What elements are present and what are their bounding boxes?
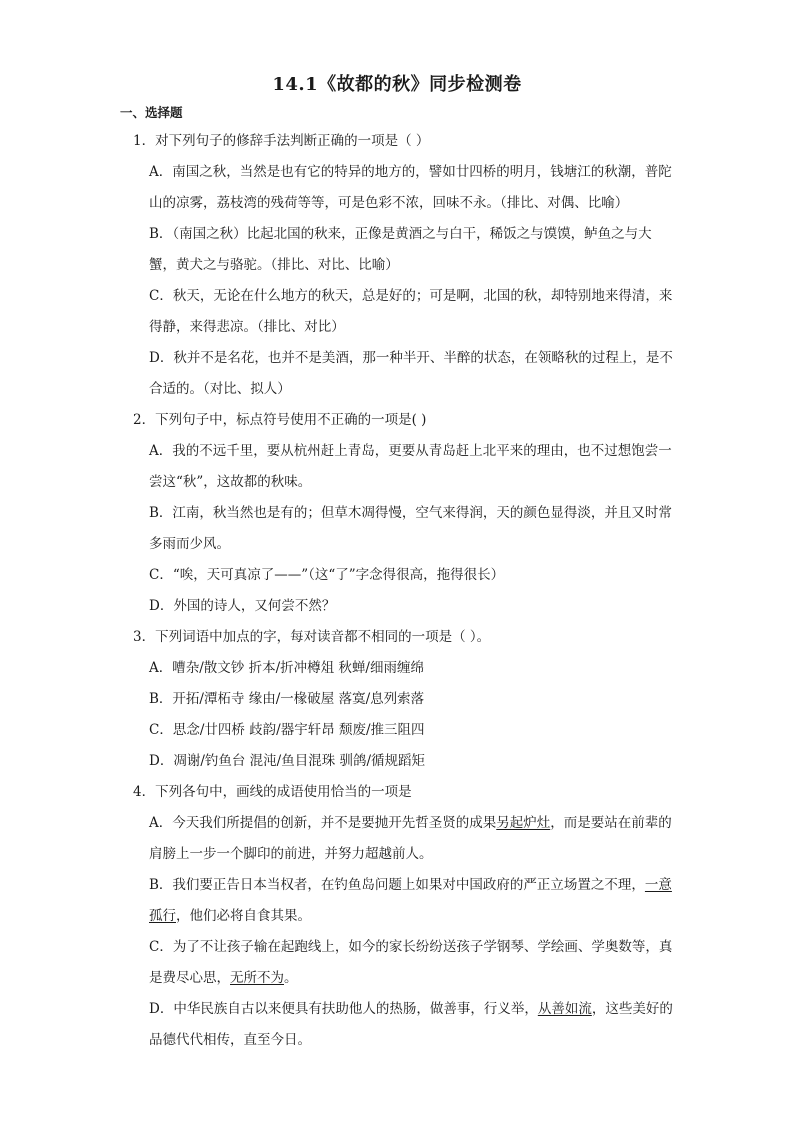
- question-1: [133, 126, 673, 405]
- question-stem: 3．下列词语中加点的字，每对读音都不相同的一项是（ ）。: [133, 629, 491, 645]
- option-text: ，这些美好的品德代代相传，直至今日。: [149, 1001, 673, 1048]
- question-2: [133, 405, 673, 622]
- option-a: A．嘈杂/散文钞 折本/折冲樽俎 秋蝉/细雨缠绵: [149, 660, 424, 676]
- question-3: [133, 622, 673, 777]
- question-stem: 2．下列句子中，标点符号使用不正确的一项是( ): [133, 412, 427, 428]
- option-b: [133, 870, 673, 932]
- option-a: A．南国之秋，当然是也有它的特异的地方的，譬如廿四桥的明月，钱塘江的秋潮，普陀山的凉雾，荔枝湾的残荷等等，可是色彩不浓，回味不永。（排比、对偶、比喻）: [149, 164, 672, 211]
- section-heading: 一、选择题: [120, 105, 183, 120]
- option-text: A．今天我们所提倡的创新，并不是要抛开先哲圣贤的成果: [149, 815, 497, 831]
- option-c: C．秋天，无论在什么地方的秋天，总是好的；可是啊，北国的秋，却特别地来得清，来得静，来得悲凉。（排比、对比）: [149, 288, 673, 335]
- option-d: D．凋谢/钓鱼台 混沌/鱼目混珠 驯鸽/循规蹈矩: [149, 753, 426, 769]
- option-text: 。: [284, 970, 298, 986]
- option-c: C．思念/廿四桥 歧韵/器宇轩昂 颓废/推三阻四: [149, 722, 425, 738]
- option-text: D．中华民族自古以来便具有扶助他人的热肠，做善事，行义举，: [149, 1001, 538, 1017]
- option-d: D．秋并不是名花，也并不是美酒，那一种半开、半醉的状态，在领略秋的过程上，是不合适的。（对比、拟人）: [149, 350, 673, 397]
- underlined-idiom: 另起炉灶: [496, 815, 551, 831]
- option-d: [133, 994, 673, 1056]
- question-stem: 1．对下列句子的修辞手法判断正确的一项是（ ）: [133, 133, 430, 149]
- question-stem: 4．下列各句中，画线的成语使用恰当的一项是: [133, 784, 412, 800]
- option-text: ，他们必将自食其果。: [176, 908, 311, 924]
- option-text: C．为了不让孩子输在起跑线上，如今的家长纷纷送孩子学钢琴、学绘画、学奥数等，真是费尽心思，: [149, 939, 673, 986]
- option-text: ，而是要站在前辈的肩膀上一步一个脚印的前进，并努力超越前人。: [149, 815, 672, 862]
- questions-list: [133, 126, 673, 1056]
- option-b: B．开拓/潭柘寺 缘由/一椽破屋 落寞/息列索落: [149, 691, 425, 707]
- option-a: [133, 808, 673, 870]
- option-c: C．“唉，天可真凉了——”（这“了”字念得很高，拖得很长）: [149, 567, 505, 583]
- underlined-idiom: 无所不为: [230, 970, 284, 986]
- question-4: [133, 777, 673, 1056]
- option-text: B．我们要正告日本当权者，在钓鱼岛问题上如果对中国政府的严正立场置之不理，: [149, 877, 645, 893]
- option-c: [133, 932, 673, 994]
- option-a: A．我的不远千里，要从杭州赶上青岛，更要从青岛赶上北平来的理由，也不过想饱尝一尝这“秋”，这故都的秋味。: [149, 443, 672, 490]
- option-b: B．江南，秋当然也是有的；但草木凋得慢，空气来得润，天的颜色显得淡，并且又时常多雨而少风。: [149, 505, 672, 552]
- underlined-idiom: 一意孤行: [149, 877, 672, 924]
- option-d: D．外国的诗人，又何尝不然？: [149, 598, 336, 614]
- underlined-idiom: 从善如流: [537, 1001, 592, 1017]
- page-title: 14.1《故都的秋》同步检测卷: [272, 74, 522, 95]
- option-b: B．（南国之秋）比起北国的秋来，正像是黄酒之与白干，稀饭之与馍馍，鲈鱼之与大蟹，黄犬之与骆驼。（排比、对比、比喻）: [149, 226, 652, 273]
